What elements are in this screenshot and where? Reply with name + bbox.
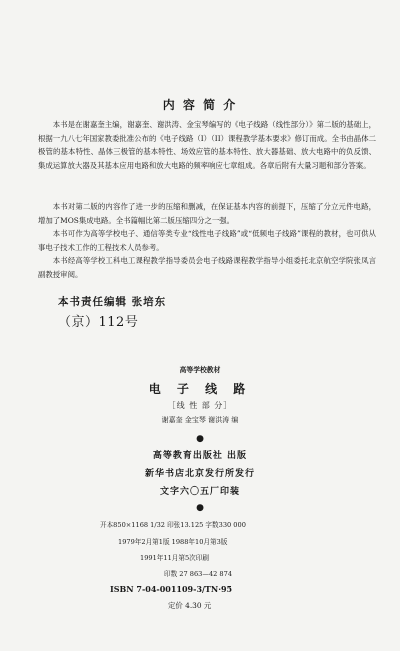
responsible-editor: 本书责任编辑 张培东 — [58, 296, 167, 308]
separator-bullet-2: ● — [196, 503, 204, 513]
book-subtitle: ［线 性 部 分］ — [167, 401, 233, 410]
series-name: 高等学校教材 — [179, 366, 221, 374]
printer: 文字六〇五厂印装 — [159, 487, 240, 497]
summary-paragraph-2: 本书对第二版的内容作了进一步的压缩和删减，在保证基本内容的前提下，压缩了分立元件电路，增加了MOS集成电路。全书篇幅比第二版压缩四分之一强。 — [38, 202, 376, 225]
book-authors: 谢嘉奎 金宝琴 谢洪涛 编 — [161, 416, 239, 424]
book-title: 电 子 线 路 — [148, 382, 252, 396]
summary-paragraph-3: 本书可作为高等学校电子、通信等类专业“线性电子线路”或“低频电子线路”课程的教材，也可供从事电子技术工作的工程技术人员参考。 — [38, 229, 376, 252]
format-line: 开本850×1168 1/32 印张13.125 字数330 000 — [100, 521, 246, 529]
summary-heading: 内 容 简 介 — [162, 98, 238, 112]
publishing-license-number: （京）112号 — [58, 315, 139, 330]
distributor: 新华书店北京发行所发行 — [144, 469, 255, 479]
isbn: ISBN 7-04-001109-3/TN·95 — [110, 584, 233, 594]
summary-paragraph-4: 本书经高等学校工科电工课程教学指导委员会电子线路课程教学指导小组委托北京航空学院张凤言副教授审阅。 — [38, 256, 376, 279]
price: 定价 4.30 元 — [168, 601, 212, 610]
summary-paragraph-1: 本书是在谢嘉奎主编，谢嘉奎、谢洪涛、金宝琴编写的《电子线路（线性部分）》第二版的基础上，根据一九八七年国家教委批准公布的《电子线路（I）（II）课程教学基本要求》修订而成。全书由晶体二极管的基本特性、晶体三极管的基本特性、场效应管的基本特性、放大器基础、放大电路中的负反馈、集成运算放大器及其基本应用电路和放大电路的频率响应七章组成。各章后附有大量习题和部分答案。 — [38, 120, 376, 170]
separator-bullet: ● — [196, 434, 204, 444]
publisher: 高等教育出版社 出版 — [152, 451, 248, 461]
print-run: 印数 27 863—42 874 — [164, 570, 233, 578]
printing-line: 1991年11月第5次印刷 — [140, 554, 209, 562]
edition-line: 1979年2月第1版 1988年10月第3版 — [118, 538, 228, 546]
